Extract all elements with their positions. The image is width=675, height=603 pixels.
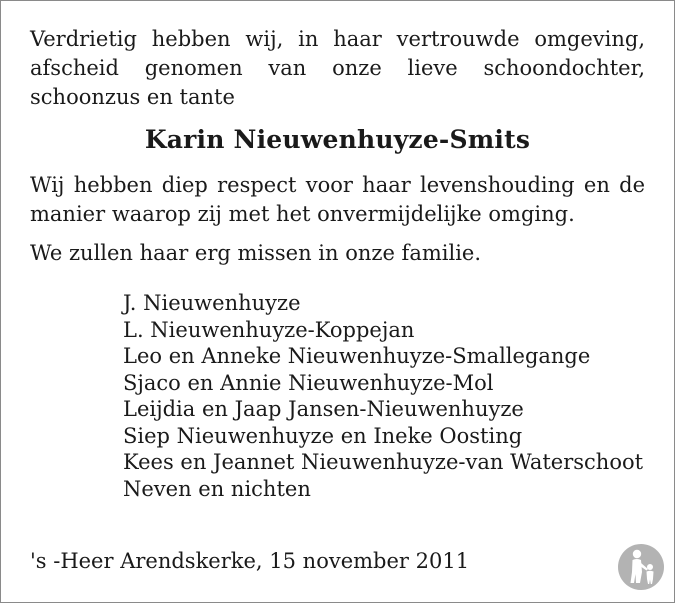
signer-item: Siep Nieuwenhuyze en Ineke Oosting <box>123 423 523 448</box>
intro-line-1: Verdrietig hebben wij, in haar vertrouwde omgeving, <box>30 27 645 51</box>
signer-item: Sjaco en Annie Nieuwenhuyze-Mol <box>123 370 494 395</box>
memorial-figures-icon <box>617 543 665 591</box>
respect-paragraph <box>30 171 645 229</box>
signer-item: Leijdia en Jaap Jansen-Nieuwenhuyze <box>123 397 524 421</box>
place-and-date: 's -Heer Arendskerke, 15 november 2011 <box>30 549 470 573</box>
intro-line-3: schoonzus en tante <box>30 85 235 109</box>
deceased-name: Karin Nieuwenhuyze-Smits <box>144 125 531 154</box>
respect-line-2: manier waarop zij met het onvermijdelijke omging. <box>30 202 575 226</box>
intro-paragraph <box>30 25 645 112</box>
missing-text: We zullen haar erg missen in onze familie. <box>30 241 482 265</box>
signer-item: Leo en Anneke Nieuwenhuyze-Smallegange <box>123 344 591 368</box>
respect-line-1: Wij hebben diep respect voor haar levenshouding en de <box>30 173 645 197</box>
signer-item: L. Nieuwenhuyze-Koppejan <box>123 317 415 342</box>
signer-item: J. Nieuwenhuyze <box>123 291 301 315</box>
missing-paragraph <box>30 239 645 268</box>
signer-item: Neven en nichten <box>123 476 311 501</box>
signers-list <box>123 290 643 502</box>
signer-item: Kees en Jeannet Nieuwenhuyze-van Waterschoot <box>123 450 644 474</box>
intro-line-2: afscheid genomen van onze lieve schoondochter, <box>30 56 645 80</box>
